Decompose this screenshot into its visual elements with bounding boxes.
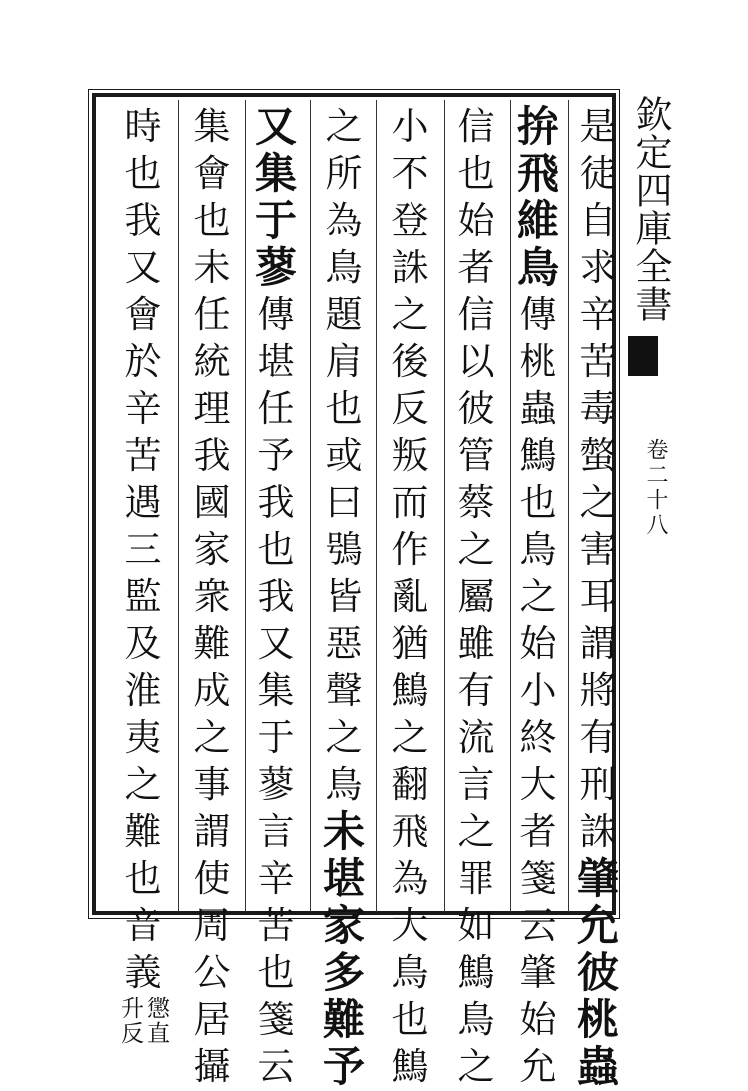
character: 言 bbox=[457, 763, 495, 806]
character: 彼 bbox=[457, 387, 495, 430]
character: 桃 bbox=[519, 340, 557, 383]
character: 大 bbox=[391, 904, 429, 947]
character: 國 bbox=[193, 481, 231, 524]
character: 之 bbox=[519, 575, 557, 618]
character: 辛 bbox=[257, 857, 295, 900]
character: 之 bbox=[579, 481, 617, 524]
character: 是 bbox=[579, 105, 617, 148]
character: 者 bbox=[457, 246, 495, 289]
character: 管 bbox=[457, 434, 495, 477]
character: 雖 bbox=[457, 622, 495, 665]
character: 者 bbox=[519, 810, 557, 853]
character: 聲 bbox=[325, 669, 363, 712]
character: 云 bbox=[257, 1045, 295, 1088]
character: 時 bbox=[124, 105, 162, 148]
character: 維 bbox=[516, 196, 559, 245]
character: 集 bbox=[257, 669, 295, 712]
character: 三 bbox=[124, 528, 162, 571]
character: 我 bbox=[257, 481, 295, 524]
character: 集 bbox=[193, 105, 231, 148]
character: 任 bbox=[193, 293, 231, 336]
character: 肇 bbox=[576, 854, 619, 903]
character: 及 bbox=[124, 622, 162, 665]
character: 也 bbox=[124, 152, 162, 195]
character: 毒 bbox=[579, 387, 617, 430]
character: 允 bbox=[519, 1045, 557, 1088]
character: 刑 bbox=[579, 763, 617, 806]
character: 鷦 bbox=[457, 951, 495, 994]
character: 有 bbox=[579, 716, 617, 759]
character: 言 bbox=[257, 810, 295, 853]
character: 信 bbox=[457, 293, 495, 336]
character: 誅 bbox=[391, 246, 429, 289]
character: 堪 bbox=[257, 340, 295, 383]
character: 傳 bbox=[519, 293, 557, 336]
character: 遇 bbox=[124, 481, 162, 524]
character: 拚 bbox=[516, 102, 559, 151]
character: 允 bbox=[576, 901, 619, 950]
character: 義 bbox=[124, 951, 162, 994]
character: 我 bbox=[257, 575, 295, 618]
character: 事 bbox=[193, 763, 231, 806]
character: 惡 bbox=[325, 622, 363, 665]
character: 衆 bbox=[193, 575, 231, 618]
character: 螫 bbox=[579, 434, 617, 477]
character: 皆 bbox=[325, 575, 363, 618]
character: 又 bbox=[257, 622, 295, 665]
character: 家 bbox=[193, 528, 231, 571]
character: 始 bbox=[519, 998, 557, 1041]
character: 會 bbox=[193, 152, 231, 195]
character: 害 bbox=[579, 528, 617, 571]
character: 翻 bbox=[391, 763, 429, 806]
note-line-left: 升反 bbox=[117, 996, 143, 1046]
character: 蔡 bbox=[457, 481, 495, 524]
character: 箋 bbox=[519, 857, 557, 900]
character: 未 bbox=[193, 246, 231, 289]
character: 屬 bbox=[457, 575, 495, 618]
text-column-3 bbox=[452, 103, 500, 1090]
character: 始 bbox=[457, 199, 495, 242]
character: 也 bbox=[257, 528, 295, 571]
character: 肩 bbox=[325, 340, 363, 383]
column-rule bbox=[510, 100, 511, 912]
character: 飛 bbox=[516, 149, 559, 198]
character: 之 bbox=[391, 716, 429, 759]
character: 鳥 bbox=[457, 998, 495, 1041]
character: 以 bbox=[457, 340, 495, 383]
character: 桃 bbox=[576, 995, 619, 1044]
character: 蟲 bbox=[519, 387, 557, 430]
text-column-5 bbox=[320, 103, 368, 1090]
character: 信 bbox=[457, 105, 495, 148]
character: 于 bbox=[257, 716, 295, 759]
character: 將 bbox=[579, 669, 617, 712]
character: 於 bbox=[124, 340, 162, 383]
character: 難 bbox=[124, 810, 162, 853]
character: 予 bbox=[322, 1042, 365, 1091]
character: 之 bbox=[391, 293, 429, 336]
character: 蓼 bbox=[257, 763, 295, 806]
character: 周 bbox=[193, 904, 231, 947]
character: 淮 bbox=[124, 669, 162, 712]
character: 飛 bbox=[391, 810, 429, 853]
character: 之 bbox=[124, 763, 162, 806]
character: 集 bbox=[254, 149, 297, 198]
character: 蓼 bbox=[254, 243, 297, 292]
text-column-8 bbox=[118, 103, 168, 1066]
text-column-6 bbox=[252, 103, 300, 1090]
character: 登 bbox=[391, 199, 429, 242]
character: 也 bbox=[193, 199, 231, 242]
character: 成 bbox=[193, 669, 231, 712]
column-rule bbox=[245, 100, 246, 912]
character: 鳥 bbox=[391, 951, 429, 994]
character: 鷦 bbox=[519, 434, 557, 477]
character: 辛 bbox=[124, 387, 162, 430]
character: 蟲 bbox=[576, 1042, 619, 1091]
character: 謂 bbox=[193, 810, 231, 853]
character: 叛 bbox=[391, 434, 429, 477]
column-rule bbox=[444, 100, 445, 912]
column-rule bbox=[178, 100, 179, 912]
character: 之 bbox=[325, 716, 363, 759]
character: 居 bbox=[193, 998, 231, 1041]
character: 有 bbox=[457, 669, 495, 712]
character: 辛 bbox=[579, 293, 617, 336]
character: 堪 bbox=[322, 854, 365, 903]
character: 予 bbox=[257, 434, 295, 477]
character: 猶 bbox=[391, 622, 429, 665]
character: 小 bbox=[519, 669, 557, 712]
character: 理 bbox=[193, 387, 231, 430]
character: 小 bbox=[391, 105, 429, 148]
character: 之 bbox=[457, 810, 495, 853]
character: 音 bbox=[124, 904, 162, 947]
character: 夷 bbox=[124, 716, 162, 759]
character: 又 bbox=[124, 246, 162, 289]
character: 始 bbox=[519, 622, 557, 665]
character: 傳 bbox=[257, 293, 295, 336]
character: 攝 bbox=[193, 1045, 231, 1088]
character: 也 bbox=[257, 951, 295, 994]
character: 鳥 bbox=[325, 763, 363, 806]
character: 或 bbox=[325, 434, 363, 477]
character: 流 bbox=[457, 716, 495, 759]
character: 箋 bbox=[257, 998, 295, 1041]
character: 任 bbox=[257, 387, 295, 430]
character: 云 bbox=[519, 904, 557, 947]
character: 鷦 bbox=[391, 1045, 429, 1088]
character: 曰 bbox=[325, 481, 363, 524]
character: 謂 bbox=[579, 622, 617, 665]
character: 肇 bbox=[519, 951, 557, 994]
character: 使 bbox=[193, 857, 231, 900]
character: 鴞 bbox=[325, 528, 363, 571]
character: 苦 bbox=[124, 434, 162, 477]
character: 我 bbox=[124, 199, 162, 242]
character: 鳥 bbox=[519, 528, 557, 571]
character: 之 bbox=[193, 716, 231, 759]
column-rule bbox=[376, 100, 377, 912]
book-title: 欽定四庫全書 bbox=[629, 95, 672, 323]
character: 徒 bbox=[579, 152, 617, 195]
character: 耳 bbox=[579, 575, 617, 618]
character: 鷦 bbox=[391, 669, 429, 712]
character: 監 bbox=[124, 575, 162, 618]
text-column-2 bbox=[514, 103, 562, 1090]
character: 為 bbox=[325, 199, 363, 242]
character: 不 bbox=[391, 152, 429, 195]
character: 大 bbox=[519, 763, 557, 806]
character: 會 bbox=[124, 293, 162, 336]
character: 之 bbox=[457, 1045, 495, 1088]
column-rule bbox=[310, 100, 311, 912]
text-column-7 bbox=[188, 103, 236, 1090]
character: 所 bbox=[325, 152, 363, 195]
character: 亂 bbox=[391, 575, 429, 618]
character: 終 bbox=[519, 716, 557, 759]
character: 罪 bbox=[457, 857, 495, 900]
text-column-4 bbox=[386, 103, 434, 1090]
column-rule bbox=[568, 100, 569, 912]
character: 也 bbox=[124, 857, 162, 900]
character: 也 bbox=[457, 152, 495, 195]
character: 也 bbox=[519, 481, 557, 524]
character: 苦 bbox=[579, 340, 617, 383]
text-column-1 bbox=[574, 103, 622, 1090]
character: 也 bbox=[391, 998, 429, 1041]
volume-label: 卷二十八 bbox=[643, 438, 668, 538]
character: 作 bbox=[391, 528, 429, 571]
character: 之 bbox=[325, 105, 363, 148]
character: 難 bbox=[322, 995, 365, 1044]
character: 又 bbox=[254, 102, 297, 151]
character: 求 bbox=[579, 246, 617, 289]
character: 自 bbox=[579, 199, 617, 242]
character: 苦 bbox=[257, 904, 295, 947]
character: 彼 bbox=[576, 948, 619, 997]
character: 未 bbox=[322, 807, 365, 856]
character: 之 bbox=[457, 528, 495, 571]
character: 鳥 bbox=[516, 243, 559, 292]
character: 而 bbox=[391, 481, 429, 524]
note-line-right: 懲直 bbox=[143, 996, 169, 1046]
character: 公 bbox=[193, 951, 231, 994]
character: 反 bbox=[391, 387, 429, 430]
character: 後 bbox=[391, 340, 429, 383]
character: 題 bbox=[325, 293, 363, 336]
character: 為 bbox=[391, 857, 429, 900]
character: 誅 bbox=[579, 810, 617, 853]
character: 難 bbox=[193, 622, 231, 665]
fishtail-mark bbox=[628, 336, 658, 376]
interlinear-note bbox=[118, 996, 168, 1066]
character: 多 bbox=[322, 948, 365, 997]
character: 鳥 bbox=[325, 246, 363, 289]
character: 我 bbox=[193, 434, 231, 477]
character: 如 bbox=[457, 904, 495, 947]
character: 也 bbox=[325, 387, 363, 430]
character: 統 bbox=[193, 340, 231, 383]
character: 于 bbox=[254, 196, 297, 245]
character: 家 bbox=[322, 901, 365, 950]
